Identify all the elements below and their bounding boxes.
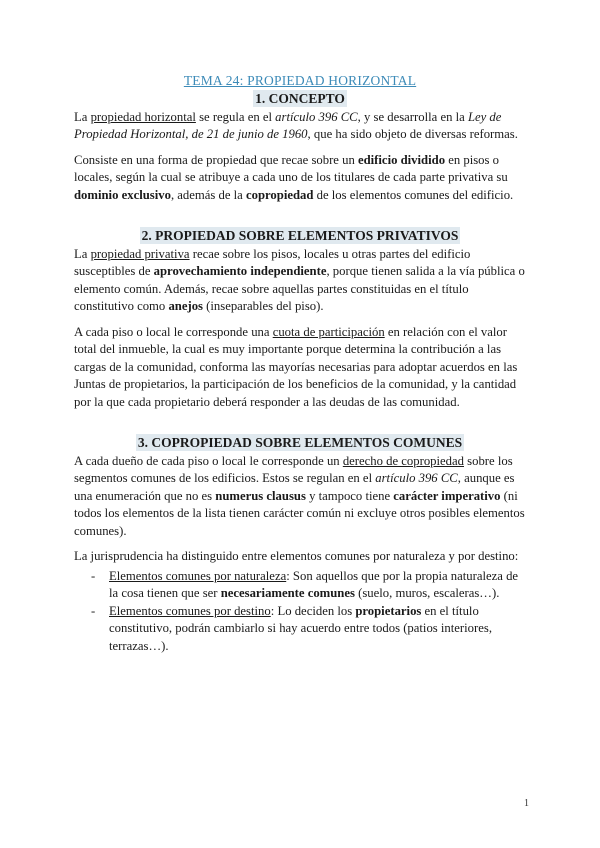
list-item: - Elementos comunes por destino: Lo deciden los propietarios en el título constitutivo, podrán cambiarlo si hay acuerdo entre todos (patios interiores, terrazas…). [91,603,492,653]
list-item: - Elementos comunes por naturaleza: Son aquellos que por la propia naturaleza de la cosa tienen que ser necesariamente comunes (suelo, muros, escaleras…). [91,568,519,600]
section-2-paragraph-2: A cada piso o local le corresponde una cuota de participación en relación con el valor total del inmueble, la cual es muy importante porque determina la contribución a las cargas de la comunidad, conforma las mayorías necesarias para adoptar acuerdos en las Juntas de propietarios, la participación de los beneficios de la comunidad, y la cantidad por la que cada propietario deberá responder a las deudas de las comunidad. [74,324,518,409]
document-page [74,72,526,655]
common-elements-list [74,568,526,656]
section-3-paragraph-1: A cada dueño de cada piso o local le corresponde un derecho de copropiedad sobre los segmentos comunes de los edificios. Estos se regulan en el artículo 396 CC, aunque es una enumeración que no es numerus clausus y tampoco tiene carácter imperativo (ni todos los elementos de la lista tienen carácter común ni excluye otros posibles elementos comunes). [74,453,525,538]
section-1-paragraph-1: La propiedad horizontal se regula en el artículo 396 CC, y se desarrolla en la Ley de Propiedad Horizontal, de 21 de junio de 1960, que ha sido objeto de diversas reformas. [74,109,518,141]
section-1-paragraph-2: Consiste en una forma de propiedad que recae sobre un edificio dividido en pisos o locales, según la cual se atribuye a cada uno de los titulares de cada parte privativa su dominio exclusivo, además de la copropiedad de los elementos comunes del edificio. [74,152,514,202]
document-title: TEMA 24: PROPIEDAD HORIZONTAL [183,73,417,88]
page-number: 1 [524,798,529,809]
section-1-heading: 1. CONCEPTO [255,91,345,106]
section-3-heading: 3. COPROPIEDAD SOBRE ELEMENTOS COMUNES [137,435,463,450]
section-2-heading: 2. PROPIEDAD SOBRE ELEMENTOS PRIVATIVOS [141,228,459,243]
section-2-paragraph-1: La propiedad privativa recae sobre los pisos, locales u otras partes del edificio susceptibles de aprovechamiento independiente, porque tienen salida a la vía pública o elemento común. Además, recae sobre aquellas partes constituidas en el título constitutivo como anejos (inseparables del piso). [74,246,525,313]
section-3-paragraph-2: La jurisprudencia ha distinguido entre elementos comunes por naturaleza y por destino: [74,549,519,563]
